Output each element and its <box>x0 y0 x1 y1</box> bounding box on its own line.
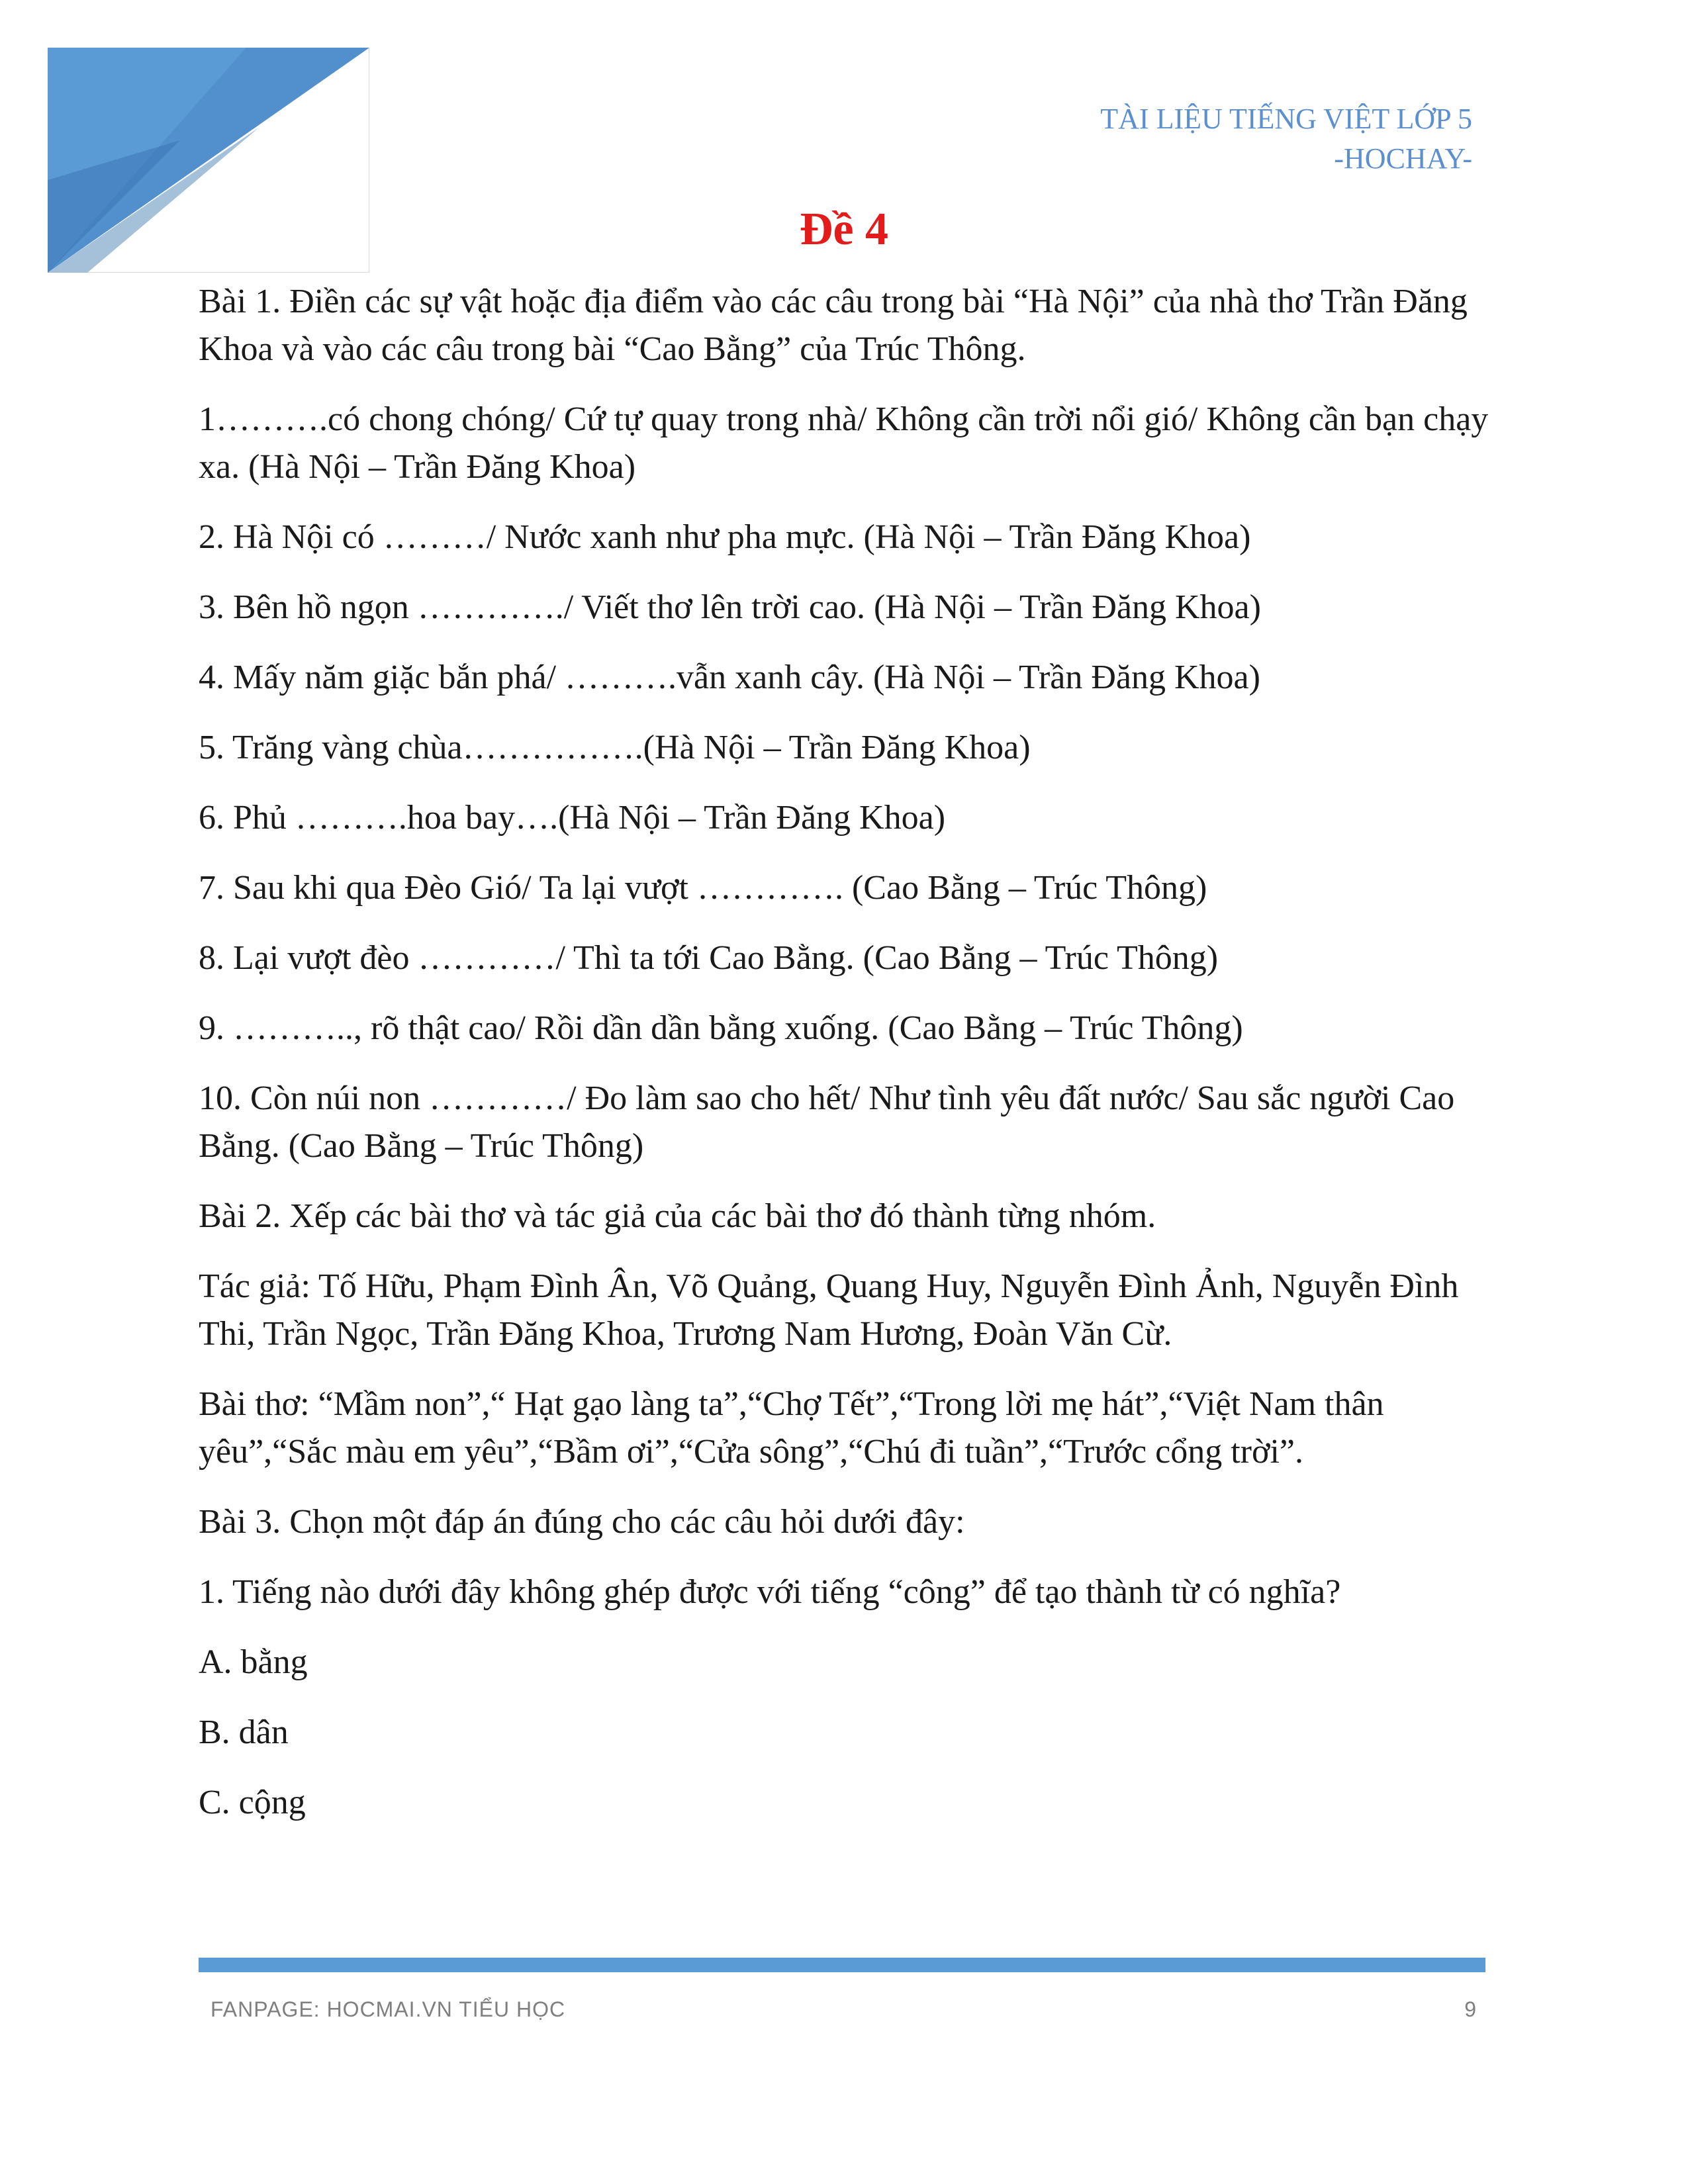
footer-fanpage: FANPAGE: HOCMAI.VN TIỂU HỌC <box>211 1997 566 2021</box>
question-1: 1……….có chong chóng/ Cứ tự quay trong nhà/ Không cần trời nổi gió/ Không cần bạn chạy xa. (Hà Nội – Trần Đăng Khoa) <box>199 400 1489 486</box>
question-5: 5. Trăng vàng chùa…………….(Hà Nội – Trần Đăng Khoa) <box>199 729 1031 766</box>
poems-list: Bài thơ: “Mầm non”,“ Hạt gạo làng ta”,“Chợ Tết”,“Trong lời mẹ hát”,“Việt Nam thân yêu”,“Sắc màu em yêu”,“Bầm ơi”,“Cửa sông”,“Chú đi tuần”,“Trước cổng trời”. <box>199 1385 1384 1471</box>
mc-question-1: 1. Tiếng nào dưới đây không ghép được với tiếng “công” để tạo thành từ có nghĩa? <box>199 1573 1341 1611</box>
exercise-3-intro: Bài 3. Chọn một đáp án đúng cho các câu hỏi dưới đây: <box>199 1503 965 1541</box>
question-7: 7. Sau khi qua Đèo Gió/ Ta lại vượt …………. (Cao Bằng – Trúc Thông) <box>199 869 1207 907</box>
page-number: 9 <box>1464 1997 1476 2021</box>
question-6: 6. Phủ ……….hoa bay….(Hà Nội – Trần Đăng Khoa) <box>199 799 946 837</box>
authors-list: Tác giả: Tố Hữu, Phạm Đình Ân, Võ Quảng, Quang Huy, Nguyễn Đình Ảnh, Nguyễn Đình Thi, Trần Ngọc, Trần Đăng Khoa, Trương Nam Hương, Đoàn Văn Cừ. <box>199 1267 1459 1353</box>
question-8: 8. Lại vượt đèo …………/ Thì ta tới Cao Bằng. (Cao Bằng – Trúc Thông) <box>199 939 1219 977</box>
answer-option-b: B. dân <box>199 1713 289 1751</box>
question-4: 4. Mấy năm giặc bắn phá/ ……….vẫn xanh cây. (Hà Nội – Trần Đăng Khoa) <box>199 659 1260 696</box>
answer-option-a: A. bằng <box>199 1643 308 1681</box>
document-body <box>199 278 1496 1849</box>
header-series-title: TÀI LIỆU TIẾNG VIỆT LỚP 5 <box>1100 103 1472 135</box>
document-header <box>1100 99 1472 179</box>
question-10: 10. Còn núi non …………/ Đo làm sao cho hết/ Như tình yêu đất nước/ Sau sắc người Cao Bằng. (Cao Bằng – Trúc Thông) <box>199 1079 1455 1165</box>
answer-option-c: C. cộng <box>199 1784 306 1821</box>
header-brand: -HOCHAY- <box>1334 142 1472 175</box>
exercise-1-intro: Bài 1. Điền các sự vật hoặc địa điểm vào các câu trong bài “Hà Nội” của nhà thơ Trần Đăng Khoa và vào các câu trong bài “Cao Bằng” của Trúc Thông. <box>199 283 1468 368</box>
question-2: 2. Hà Nội có ………/ Nước xanh như pha mực. (Hà Nội – Trần Đăng Khoa) <box>199 518 1251 556</box>
footer-divider <box>199 1958 1485 1972</box>
question-3: 3. Bên hồ ngọn …………./ Viết thơ lên trời cao. (Hà Nội – Trần Đăng Khoa) <box>199 588 1261 626</box>
exercise-2-intro: Bài 2. Xếp các bài thơ và tác giả của các bài thơ đó thành từng nhóm. <box>199 1197 1156 1235</box>
page-title: Đề 4 <box>799 204 889 255</box>
question-9: 9. ……….., rõ thật cao/ Rồi dần dần bằng xuống. (Cao Bằng – Trúc Thông) <box>199 1009 1243 1047</box>
